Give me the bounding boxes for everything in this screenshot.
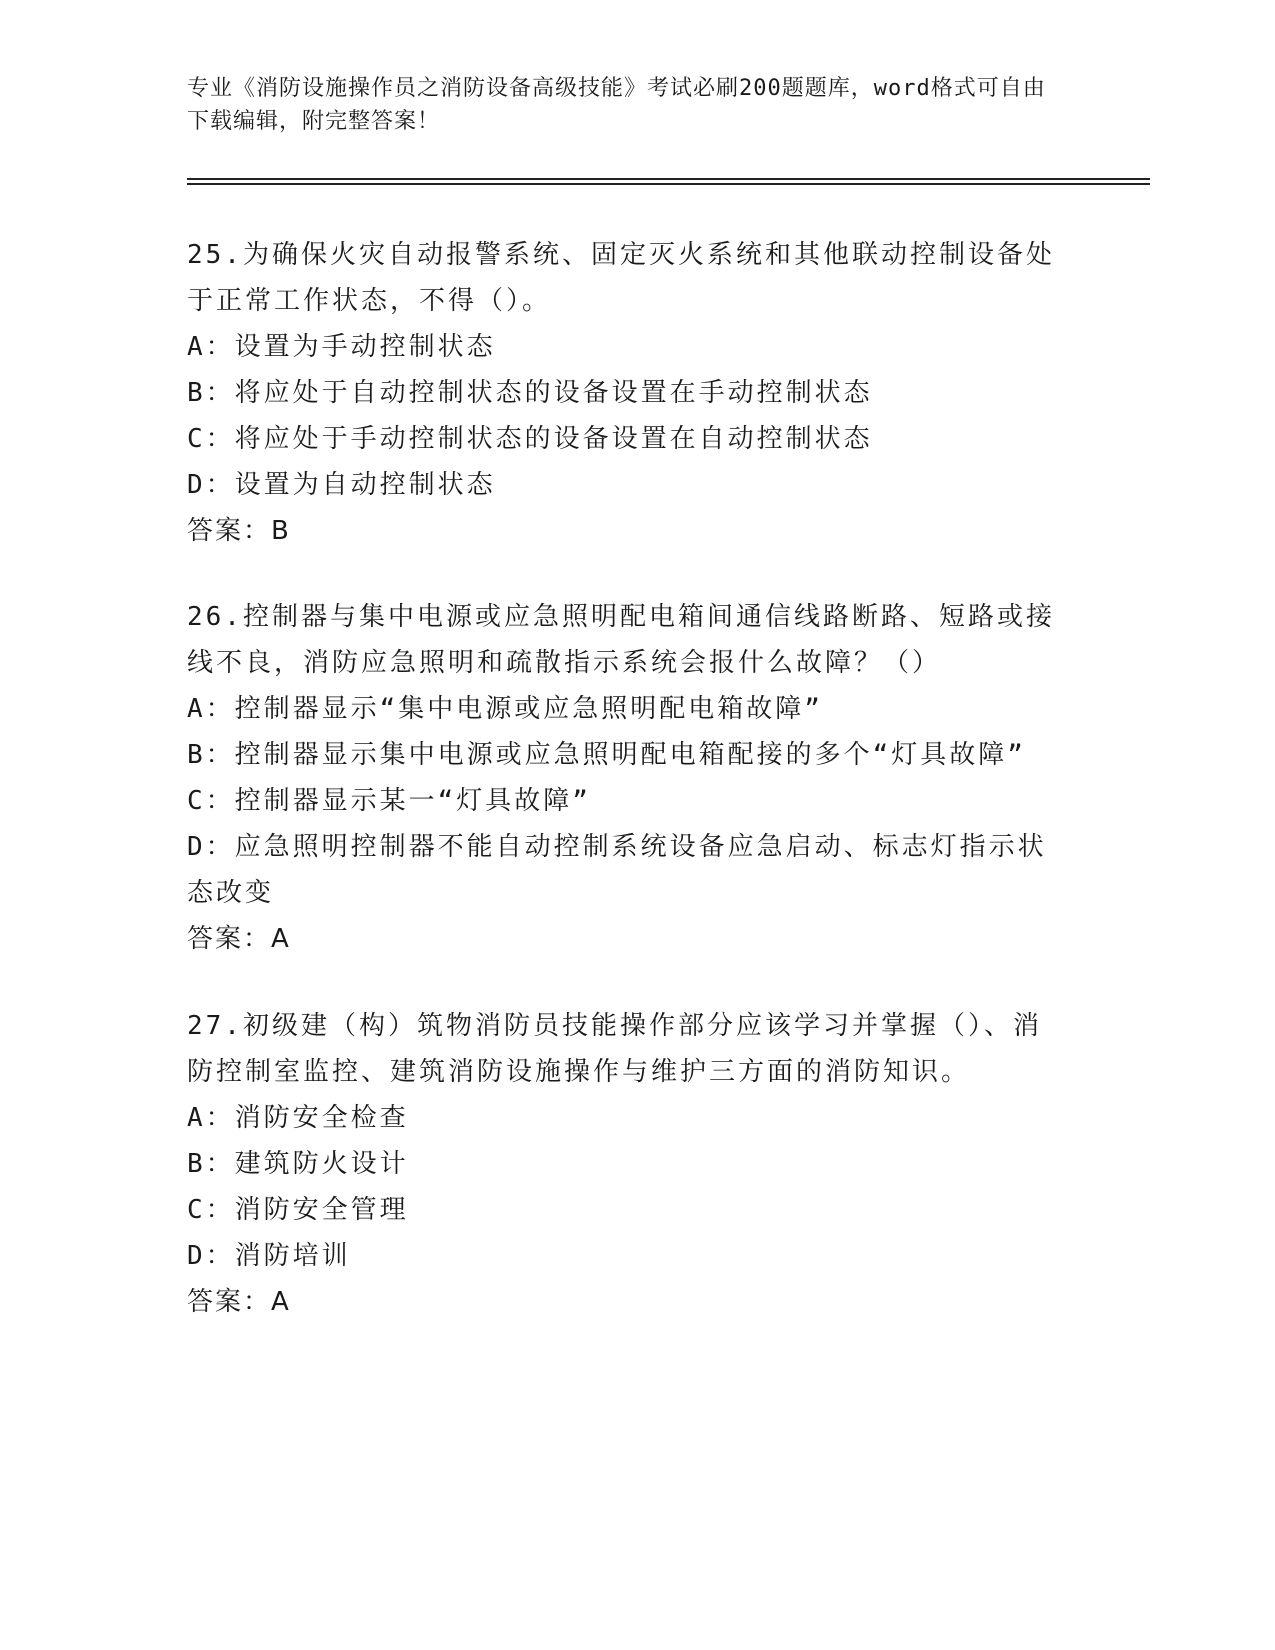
option-d: D：应急照明控制器不能自动控制系统设备应急启动、标志灯指示状态改变 — [187, 832, 1047, 908]
question-stem: 26.控制器与集中电源或应急照明配电箱间通信线路断路、短路或接线不良，消防应急照明和疏散指示系统会报什么故障？（） — [187, 602, 1055, 678]
option-a: A：控制器显示“集中电源或应急照明配电箱故障” — [187, 694, 823, 724]
option-b: B：建筑防火设计 — [187, 1149, 409, 1179]
document-header — [187, 72, 1067, 138]
option-a: A：消防安全检查 — [187, 1103, 409, 1133]
option-c: C：控制器显示某一“灯具故障” — [187, 786, 591, 816]
question-26 — [187, 594, 1067, 962]
option-d: D：消防培训 — [187, 1241, 351, 1271]
header-divider-top — [187, 178, 1150, 180]
option-c: C：消防安全管理 — [187, 1195, 409, 1225]
answer: 答案：A — [187, 924, 291, 954]
header-text: 专业《消防设施操作员之消防设备高级技能》考试必刷200题题库，word格式可自由下载编辑，附完整答案！ — [187, 76, 1046, 134]
answer: 答案：A — [187, 1287, 291, 1317]
question-25 — [187, 232, 1067, 554]
option-b: B：控制器显示集中电源或应急照明配电箱配接的多个“灯具故障” — [187, 740, 1026, 770]
option-b: B：将应处于自动控制状态的设备设置在手动控制状态 — [187, 378, 873, 408]
question-stem: 25.为确保火灾自动报警系统、固定灭火系统和其他联动控制设备处于正常工作状态，不得（）。 — [187, 240, 1055, 316]
option-d: D：设置为自动控制状态 — [187, 470, 496, 500]
answer: 答案：B — [187, 516, 291, 546]
header-divider-bottom — [187, 183, 1150, 185]
option-c: C：将应处于手动控制状态的设备设置在自动控制状态 — [187, 424, 873, 454]
question-27 — [187, 1003, 1067, 1325]
question-stem: 27.初级建（构）筑物消防员技能操作部分应该学习并掌握（）、消防控制室监控、建筑消防设施操作与维护三方面的消防知识。 — [187, 1011, 1042, 1087]
option-a: A：设置为手动控制状态 — [187, 332, 496, 362]
